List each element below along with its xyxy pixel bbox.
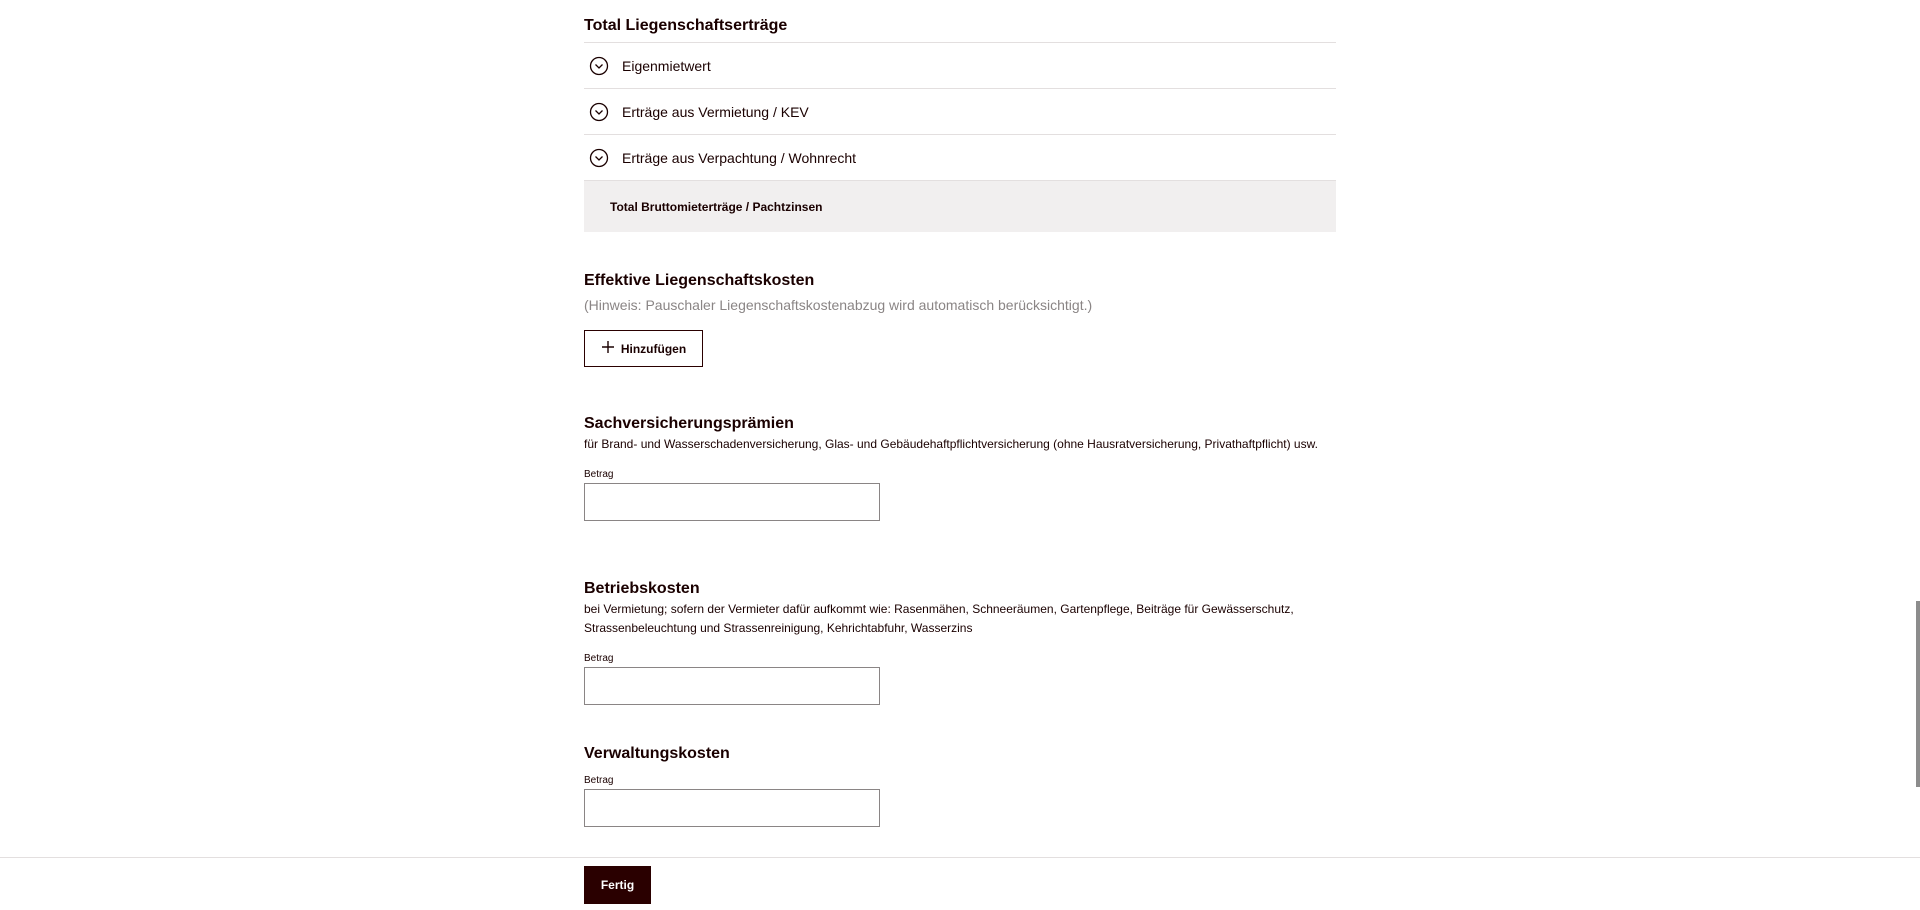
operating-costs-section — [584, 579, 1336, 705]
insurance-description: für Brand- und Wasserschadenversicherung, Glas- und Gebäudehaftpflichtversicherung (ohne Hausratversicherung, Privathaftpflicht) usw. — [584, 437, 1318, 451]
accordion-item-label: Erträge aus Verpachtung / Wohnrecht — [622, 149, 856, 166]
accordion-item-eigenmietwert[interactable] — [584, 42, 1336, 88]
insurance-amount-input[interactable] — [584, 483, 880, 521]
admin-amount-input[interactable] — [584, 789, 880, 827]
scrollbar-thumb[interactable] — [1916, 601, 1920, 787]
accordion-item-verpachtung[interactable] — [584, 134, 1336, 180]
operating-amount-label: Betrag — [584, 653, 614, 664]
accordion-item-label: Erträge aus Vermietung / KEV — [622, 103, 809, 120]
costs-hint: (Hinweis: Pauschaler Liegenschaftskostenabzug wird automatisch berücksichtigt.) — [584, 297, 1093, 313]
accordion-item-label: Eigenmietwert — [622, 57, 711, 74]
done-button[interactable]: Fertig — [584, 866, 651, 904]
admin-costs-section — [584, 744, 1336, 827]
total-income-title: Total Liegenschaftserträge — [584, 17, 788, 34]
insurance-amount-label: Betrag — [584, 469, 614, 480]
effective-costs-title: Effektive Liegenschaftskosten — [584, 272, 815, 289]
chevron-down-circle-icon — [589, 56, 609, 76]
chevron-down-circle-icon — [589, 148, 609, 168]
admin-amount-label: Betrag — [584, 775, 614, 786]
admin-costs-title: Verwaltungskosten — [584, 745, 730, 762]
insurance-title: Sachversicherungsprämien — [584, 415, 794, 432]
operating-costs-title: Betriebskosten — [584, 580, 700, 597]
chevron-down-circle-icon — [589, 102, 609, 122]
income-accordion — [584, 42, 1336, 232]
total-gross-rent-label: Total Bruttomieterträge / Pachtzinsen — [610, 199, 823, 214]
plus-icon — [601, 340, 615, 357]
total-gross-rent-row — [584, 180, 1336, 232]
insurance-section — [584, 414, 1336, 521]
accordion-item-vermietung[interactable] — [584, 88, 1336, 134]
operating-amount-input[interactable] — [584, 667, 880, 705]
scrollbar[interactable] — [1916, 0, 1920, 910]
footer-bar — [0, 857, 1920, 910]
operating-costs-description: bei Vermietung; sofern der Vermieter dafür aufkommt wie: Rasenmähen, Schneeräumen, Gartenpflege, Beiträge für Gewässerschutz, Strassenbeleuchtung und Strassenreinigung, Kehrichtabfuhr, Wasserzins — [584, 602, 1294, 635]
add-cost-label: Hinzufügen — [620, 341, 687, 356]
add-cost-button[interactable] — [584, 330, 703, 367]
